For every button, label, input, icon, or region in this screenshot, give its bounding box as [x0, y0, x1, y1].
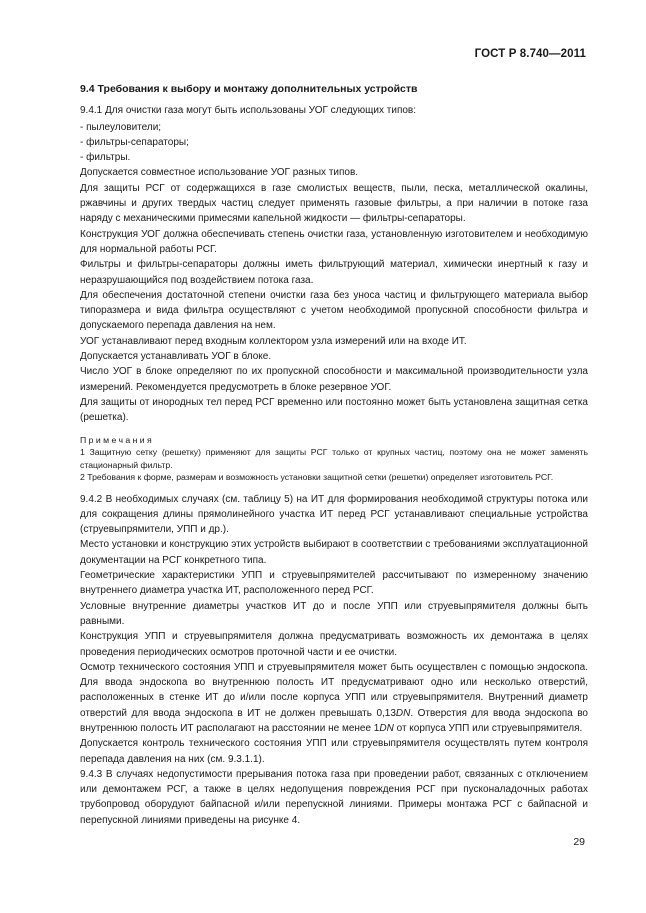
text-segment: Осмотр технического состояния УПП и струевыпрямителя может быть осуществлен с помощью эндоскопа. Для ввода эндоскопа во внутреннюю полость ИТ предусматривают одно или несколько отверстий, расположенных в стенке ИТ до и/или после корпуса УПП или струевыпрямителя. Внутренний диаметр отверстий для ввода эндоскопа в ИТ не должен превышать 0,13 — [80, 661, 588, 719]
list-item: - фильтры-сепараторы; — [80, 136, 189, 148]
notes-block — [80, 434, 588, 484]
variable-dn: DN — [379, 722, 394, 734]
paragraph: 9.4.2 В необходимых случаях (см. таблицу 5) на ИТ для формирования необходимой структуры потока или для сокращения длины прямолинейного участка ИТ перед РСГ устанавливают специальные устройства (струевыпрямители, УПП и др.). — [80, 493, 588, 536]
list-item: - фильтры. — [80, 152, 131, 164]
paragraph: Место установки и конструкцию этих устройств выбирают в соответствии с требованиями эксплуатационной документации на РСГ конкретного типа. — [80, 539, 588, 566]
section-title: 9.4 Требования к выбору и монтажу дополнительных устройств — [80, 83, 418, 95]
text-segment: . Отверстия для ввода эндоскопа во внутреннюю полость ИТ располагают на расстоянии не менее 1 — [80, 707, 588, 734]
paragraph: Допускается устанавливать УОГ в блоке. — [80, 351, 272, 363]
paragraph: Геометрические характеристики УПП и струевыпрямителей рассчитывают по измеренному значению внутреннего диаметра участка ИТ, расположенного перед РСГ. — [80, 570, 588, 597]
note-item: 1 Защитную сетку (решетку) применяют для защиты РСГ только от крупных частиц, поэтому она не может заменять стационарный фильтр. — [80, 447, 588, 470]
paragraph: Допускается контроль технического состояния УПП или струевыпрямителя осуществлять путем контроля перепада давления на них (см. 9.3.1.1). — [80, 738, 588, 765]
paragraph: Допускается совместное использование УОГ разных типов. — [80, 167, 359, 179]
variable-dn: DN — [395, 707, 411, 719]
paragraph-endoscope — [80, 660, 588, 736]
note-item: 2 Требования к форме, размерам и возможность установки защитной сетки (решетки) определяет изготовитель РСГ. — [80, 472, 554, 483]
paragraph: Условные внутренние диаметры участков ИТ до и после УПП или струевыпрямителя должны быть равными. — [80, 600, 588, 627]
paragraph: УОГ устанавливают перед входным коллектором узла измерений или на входе ИТ. — [80, 335, 467, 347]
paragraph: 9.4.3 В случаях недопустимости прерывания потока газа при проведении работ, связанных с отключением или демонтажем РСГ, а также в целях недопущения повреждения РСГ при пусконаладочных работах трубопровод оборудуют байпасной и/или перепускной линиями. Примеры монтажа РСГ с байпасной и перепускной линиями приведены на рисунке 4. — [80, 768, 588, 826]
paragraph: Конструкция УПП и струевыпрямителя должна предусматривать возможность их демонтажа в целях проведения периодических осмотров проточной части и ее очистки. — [80, 631, 588, 658]
page-number: 29 — [573, 836, 585, 848]
paragraph: Конструкция УОГ должна обеспечивать степень очистки газа, установленную изготовителем и необходимую для нормальной работы РСГ. — [80, 228, 588, 255]
notes-title: Примечания — [80, 434, 155, 445]
paragraph: Для обеспечения достаточной степени очистки газа без уноса частиц и фильтрующего материала выбор типоразмера и вида фильтра осуществляют с учетом необходимой пропускной способности фильтра и допускаемого перепада давления на нем. — [80, 289, 588, 332]
paragraph: Фильтры и фильтры-сепараторы должны иметь фильтрующий материал, химически инертный к газу и неразрушающийся под воздействием потока газа. — [80, 259, 588, 286]
text-segment: от корпуса УПП или струевыпрямителя. — [393, 722, 583, 734]
paragraph: Число УОГ в блоке определяют по их пропускной способности и максимальной производительности узла измерений. Рекомендуется предусмотреть в блоке резервное УОГ. — [80, 366, 588, 393]
paragraph: Для защиты от инородных тел перед РСГ временно или постоянно может быть установлена защитная сетка (решетка). — [80, 396, 588, 424]
paragraph: 9.4.1 Для очистки газа могут быть использованы УОГ следующих типов: — [80, 105, 417, 117]
document-body — [80, 82, 588, 828]
standard-header: ГОСТ Р 8.740—2011 — [474, 48, 586, 60]
paragraph: Для защиты РСГ от содержащихся в газе смолистых веществ, пыли, песка, металлической окалины, ржавчины и других твердых частиц следует применять газовые фильтры, а при наличии в потоке газа наряду с механическими примесями капельной жидкости — фильтры-сепараторы. — [80, 182, 588, 225]
list-item: - пылеуловители; — [80, 121, 162, 133]
